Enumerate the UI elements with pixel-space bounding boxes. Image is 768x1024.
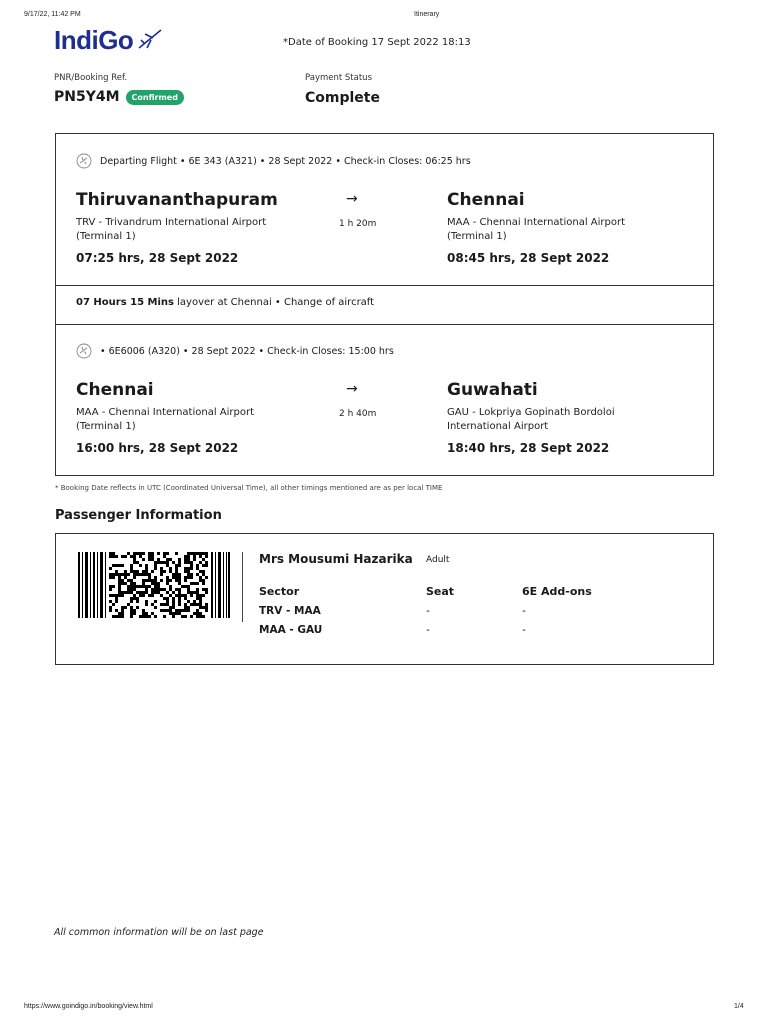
flight-header-2	[76, 343, 394, 359]
print-datetime: 9/17/22, 11:42 PM	[24, 11, 81, 18]
common-info-note: All common information will be on last page	[54, 927, 264, 938]
departure-airport: MAA - Chennai International Airport (Terminal 1)	[76, 407, 255, 432]
booking-date: *Date of Booking 17 Sept 2022 18:13	[283, 37, 471, 48]
layover-info	[76, 297, 374, 308]
seat-value: -	[426, 605, 430, 617]
print-page-number: 1/4	[734, 1003, 744, 1010]
utc-note: * Booking Date reflects in UTC (Coordinated Universal Time), all other timings mentioned are as per local TIME	[55, 484, 443, 492]
flight-duration: 2 h 40m	[339, 409, 377, 419]
column-header-sector: Sector	[259, 585, 300, 598]
departure-city: Chennai	[76, 380, 154, 400]
addons-value: -	[522, 624, 526, 636]
flight-header-text: Departing Flight • 6E 343 (A321) • 28 Sept 2022 • Check-in Closes: 06:25 hrs	[100, 155, 471, 167]
departure-airport: TRV - Trivandrum International Airport (Terminal 1)	[76, 217, 267, 242]
print-url: https://www.goindigo.in/booking/view.html	[24, 1003, 153, 1010]
column-header-addons: 6E Add-ons	[522, 585, 592, 598]
divider	[56, 285, 713, 286]
indigo-logo	[54, 25, 163, 56]
layover-duration: 07 Hours 15 Mins	[76, 297, 174, 308]
pnr-row	[54, 89, 184, 105]
arrival-city: Chennai	[447, 190, 525, 210]
payment-status-value: Complete	[305, 90, 380, 106]
divider	[56, 324, 713, 325]
arrow-right-icon: →	[346, 381, 358, 397]
flight-header-1	[76, 153, 471, 169]
flight-icon	[76, 343, 92, 359]
status-badge: Confirmed	[126, 90, 184, 105]
departure-time: 07:25 hrs, 28 Sept 2022	[76, 251, 239, 265]
flight-icon	[76, 153, 92, 169]
logo-text: IndiGo	[54, 25, 134, 55]
sector-value: MAA - GAU	[259, 624, 323, 636]
layover-text: layover at Chennai • Change of aircraft	[173, 297, 375, 308]
boarding-barcode	[78, 552, 230, 618]
arrival-time: 08:45 hrs, 28 Sept 2022	[447, 251, 610, 265]
passenger-card	[55, 533, 714, 665]
flight-details-card	[55, 133, 714, 476]
vertical-divider	[242, 552, 243, 622]
flight-header-text: • 6E6006 (A320) • 28 Sept 2022 • Check-in Closes: 15:00 hrs	[100, 345, 394, 357]
seat-value: -	[426, 624, 430, 636]
flight-duration: 1 h 20m	[339, 219, 377, 229]
sector-value: TRV - MAA	[259, 605, 321, 617]
arrival-airport: MAA - Chennai International Airport (Terminal 1)	[447, 217, 626, 242]
column-header-seat: Seat	[426, 585, 455, 598]
passenger-section-title: Passenger Information	[55, 508, 222, 523]
pnr-label: PNR/Booking Ref.	[54, 73, 128, 83]
payment-status-label: Payment Status	[305, 73, 372, 83]
arrival-airport: GAU - Lokpriya Gopinath Bordoloi International Airport	[447, 407, 615, 432]
arrow-right-icon: →	[346, 191, 358, 207]
pnr-value: PN5Y4M	[54, 89, 120, 105]
passenger-type: Adult	[426, 555, 450, 565]
arrival-city: Guwahati	[447, 380, 538, 400]
arrival-time: 18:40 hrs, 28 Sept 2022	[447, 441, 610, 455]
departure-time: 16:00 hrs, 28 Sept 2022	[76, 441, 239, 455]
plane-logo-icon	[137, 28, 163, 54]
addons-value: -	[522, 605, 526, 617]
print-title: Itinerary	[414, 11, 440, 18]
departure-city: Thiruvananthapuram	[76, 190, 278, 210]
passenger-name: Mrs Mousumi Hazarika	[259, 552, 413, 566]
